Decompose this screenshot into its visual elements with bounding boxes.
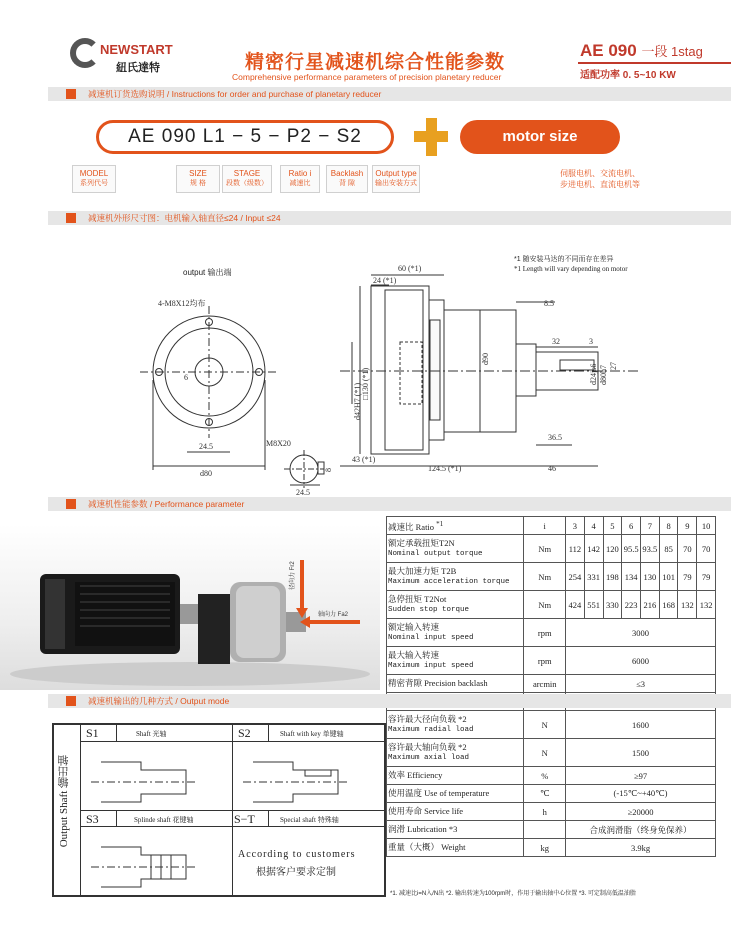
dim-124-5: 124.5 (*1) [428, 464, 462, 473]
mode-desc-s1: Shaft 光轴 [136, 730, 167, 738]
code-label-model: MODEL 系列代号 [72, 165, 116, 193]
dim-d90: d90 [481, 353, 490, 365]
table-row: 额定承载扭矩T2N Nominal output torque Nm 112 142 120 95.5 93.5 85 70 70 [387, 535, 716, 563]
section-bar-output-mode: 减速机输出的几种方式 / Output mode [48, 694, 731, 708]
dim-8: 8 [324, 468, 333, 472]
table-row: 润滑 Lubrication *3 合成润滑脂（终身免保养） [387, 821, 716, 839]
motor-size-pill: motor size [460, 120, 620, 154]
dim-d80: d80 [200, 469, 212, 478]
mode-code-st: S−T [234, 812, 255, 826]
dim-m8: M8X20 [266, 439, 291, 448]
mode-code-s2: S2 [238, 726, 251, 740]
dim-60: 60 (*1) [398, 264, 422, 273]
code-label-size: SIZE 规 格 [176, 165, 220, 193]
table-row: 使用温度 Use of temperature ℃ (-15℃~+40℃) [387, 785, 716, 803]
note-1-en: *1 Length will vary depending on motor [514, 265, 628, 273]
dim-43: 43 (*1) [352, 455, 376, 464]
table-footnote: *1. 减速比i=N入/N出 *2. 输出转速为100rpm时，作用于输出轴中心位置 *3. 可定制高低温油脂 [390, 891, 636, 897]
dim-d24js6: d24js6 [589, 363, 598, 385]
mode-desc-st: Special shaft 特殊轴 [280, 816, 339, 824]
page-subtitle: Comprehensive performance parameters of precision planetary reducer [232, 72, 502, 82]
table-row: 容许最大径向负载 *2 Maximum radial load N 1600 [387, 711, 716, 739]
dim-d80h7: d80h7 [599, 365, 608, 385]
dim-32: 32 [552, 337, 560, 346]
dim-3: 3 [589, 337, 593, 346]
code-label-stage: STAGE 段数（级数） [222, 165, 272, 193]
brand-name-cn: 紐氏達特 [116, 62, 160, 74]
output-mode-panel [52, 723, 386, 897]
table-row: 减速比 Ratio $^{*1}$ i 3 4 5 6 7 8 9 10 [387, 517, 716, 535]
custom-shaft-cn: 根据客户要求定制 [256, 867, 336, 878]
output-shaft-label: Output Shaft 输出轴 [58, 755, 70, 848]
mode-code-s1: S1 [86, 726, 99, 740]
axial-force-label: 轴向力 Fa2 [318, 612, 349, 618]
note-1-cn: *1 随安装马达的不同而存在差异 [514, 256, 614, 263]
shaft-drawings [81, 742, 383, 894]
section-bar-outline: 减速机外形尺寸图：电机输入轴直径≤24 / Input ≤24 [48, 211, 731, 225]
code-label-ratio: Ratio i 减速比 [280, 165, 320, 193]
performance-table [386, 516, 716, 857]
model-heading: AE 090 一段 1stag [580, 41, 703, 60]
table-row: 重量（大概） Weight kg 3.9kg [387, 839, 716, 857]
dim-27: 27 [609, 362, 618, 370]
table-row: 容许最大轴向负载 *2 Maximum axial load N 1500 [387, 739, 716, 767]
page-title: 精密行星减速机综合性能参数 [245, 52, 506, 73]
section-bar-performance: 减速机性能参数 / Performance parameter [48, 497, 731, 511]
motor-types: 伺服电机、交流电机、 步进电机、直流电机等 [560, 169, 640, 189]
power-range: 适配功率 0. 5~10 KW [580, 70, 676, 81]
mode-desc-s2: Shaft with key 单键轴 [280, 730, 344, 738]
mode-code-s3: S3 [86, 812, 99, 826]
table-row: 最大加速力矩 T2B Maximum acceleration torque Nm 254 331 198 134 130 101 79 79 [387, 563, 716, 591]
mode-desc-s3: Splinde shaft 花键轴 [134, 816, 194, 824]
dim-36-5: 36.5 [548, 433, 562, 442]
table-row: 额定输入转速 Nominal input speed rpm 3000 [387, 619, 716, 647]
table-row: 精密背隙 Precision backlash arcmin ≤3 [387, 675, 716, 693]
product-photo [0, 524, 380, 690]
dim-sq130: □130 (*1) [361, 367, 370, 400]
dim-24: 24 (*1) [373, 276, 397, 285]
dim-8-5: 8.5 [544, 299, 554, 308]
code-label-backlash: Backlash 背 隙 [326, 165, 368, 193]
code-label-output-type: Output type 输出安装方式 [372, 165, 420, 193]
custom-shaft-en: According to customers [238, 849, 356, 860]
dim-holes: 4-M8X12均布 [158, 299, 206, 308]
dim-24-5a: 24.5 [199, 442, 213, 451]
table-row: 最大输入转速 Maximum input speed rpm 6000 [387, 647, 716, 675]
brand-name: NEWSTART [100, 42, 173, 57]
section-bar-order: 减速机订货选购说明 / Instructions for order and purchase of planetary reducer [48, 87, 731, 101]
dim-6: 6 [184, 373, 188, 382]
radial-force-label: 径向力 Fr2 [290, 561, 296, 590]
order-code: AE 090 L1 − 5 − P2 − S2 [96, 120, 394, 154]
table-row: 效率 Efficiency % ≥97 [387, 767, 716, 785]
dim-46: 46 [548, 464, 556, 473]
dim-24-5b: 24.5 [296, 488, 310, 497]
output-label: output 输出端 [183, 268, 232, 277]
table-row: 急停扭矩 T2Not Sudden stop torque Nm 424 551 330 223 216 168 132 132 [387, 591, 716, 619]
dim-d42: d42H7 (*1) [353, 382, 362, 420]
table-row: 使用寿命 Service life h ≥20000 [387, 803, 716, 821]
